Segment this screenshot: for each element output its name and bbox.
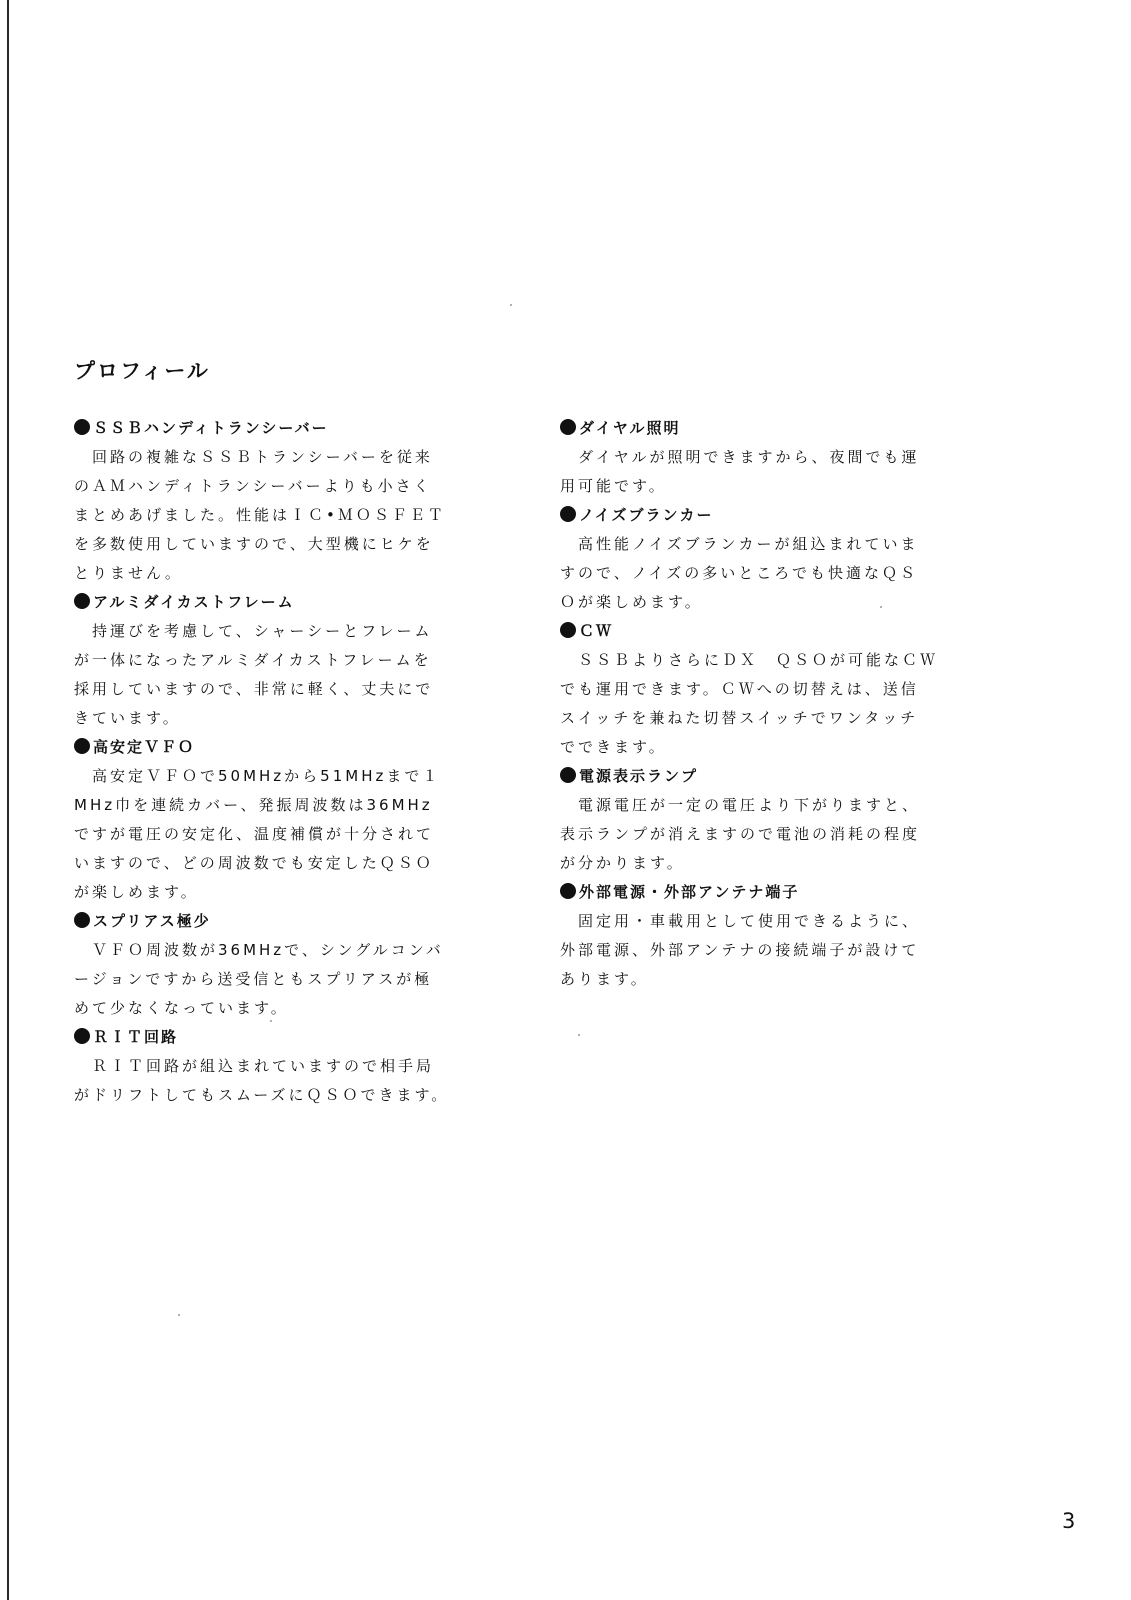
feature-text-line: ＳＳＢよりさらにＤＸ ＱＳＯが可能なＣＷ	[560, 651, 939, 669]
feature-heading-text: ＳＳＢハンディトランシーバー	[93, 419, 329, 437]
feature-text-line: ＶＦＯ周波数が36MHzで、シングルコンバ	[74, 941, 444, 959]
feature-text-line: きています。	[74, 709, 181, 727]
feature-text-line: でできます。	[560, 738, 667, 756]
feature-text-line: でも運用できます。ＣＷへの切替えは、送信	[560, 680, 919, 698]
feature-heading	[74, 733, 504, 762]
feature-text-line: いますので、どの周波数でも安定したＱＳＯ	[74, 854, 434, 872]
feature-text-line: 採用していますので、非常に軽く、丈夫にで	[74, 680, 434, 698]
feature-heading-text: スプリアス極少	[93, 912, 211, 930]
feature-section	[560, 878, 990, 994]
feature-text-line: すので、ノイズの多いところでも快適なＱＳ	[560, 564, 919, 582]
feature-heading	[74, 414, 504, 443]
feature-heading	[560, 501, 990, 530]
feature-text-line: まとめあげました。性能はＩＣ•ＭＯＳＦＥＴ	[74, 506, 446, 524]
left-column	[74, 414, 504, 1110]
bullet-icon	[74, 738, 90, 754]
bullet-icon	[560, 883, 576, 899]
bullet-icon	[560, 419, 576, 435]
bullet-icon	[74, 1028, 90, 1044]
feature-section	[74, 733, 504, 907]
feature-text-line: がドリフトしてもスムーズにＱＳＯできます。	[74, 1086, 450, 1104]
feature-section	[74, 588, 504, 733]
feature-text-line: Ｏが楽しめます。	[560, 593, 703, 611]
feature-section	[74, 414, 504, 588]
feature-text-line: 固定用・車載用として使用できるように、	[560, 912, 921, 930]
feature-section	[560, 617, 990, 762]
feature-text-line: 外部電源、外部アンテナの接続端子が設けて	[560, 941, 920, 959]
feature-heading	[560, 414, 990, 443]
feature-heading	[560, 878, 990, 907]
feature-text-line: のＡＭハンディトランシーバーよりも小さく	[74, 477, 432, 495]
feature-text-line: が楽しめます。	[74, 883, 199, 901]
bullet-icon	[74, 419, 90, 435]
feature-heading-text: 高安定ＶＦＯ	[93, 738, 196, 756]
feature-heading	[560, 617, 990, 646]
feature-text-line: 回路の複雑なＳＳＢトランシーバーを従来	[74, 448, 433, 466]
feature-heading	[74, 907, 504, 936]
feature-text-line: 高性能ノイズブランカーが組込まれていま	[560, 535, 919, 553]
feature-text-line: 電源電圧が一定の電圧より下がりますと、	[560, 796, 921, 814]
feature-heading-text: 外部電源・外部アンテナ端子	[579, 883, 800, 901]
bullet-icon	[74, 912, 90, 928]
feature-text-line: 持運びを考慮して、シャーシーとフレーム	[74, 622, 433, 640]
feature-text-line: とりません。	[74, 564, 183, 582]
feature-text-line: ＲＩＴ回路が組込まれていますので相手局	[74, 1057, 435, 1075]
feature-heading-text: ダイヤル照明	[579, 419, 681, 437]
feature-heading-text: ＣＷ	[579, 622, 614, 640]
feature-text-line: MHz巾を連続カバー、発振周波数は36MHz	[74, 796, 433, 814]
feature-text-line: 用可能です。	[560, 477, 667, 495]
scan-speck	[578, 1034, 580, 1036]
feature-text-line: あります。	[560, 970, 649, 988]
bullet-icon	[74, 593, 90, 609]
feature-heading	[560, 762, 990, 791]
feature-section	[560, 414, 990, 501]
feature-text-line: ダイヤルが照明できますから、夜間でも運	[560, 448, 920, 466]
page-title: プロフィール	[74, 359, 210, 383]
feature-text-line: スイッチを兼ねた切替スイッチでワンタッチ	[560, 709, 919, 727]
feature-text-line: ですが電圧の安定化、温度補償が十分されて	[74, 825, 435, 843]
feature-section	[560, 762, 990, 878]
feature-heading	[74, 588, 504, 617]
feature-section	[560, 501, 990, 617]
feature-text-line: 表示ランプが消えますので電池の消耗の程度	[560, 825, 921, 843]
scan-speck	[510, 304, 512, 306]
right-column	[560, 414, 990, 994]
feature-section	[74, 1023, 504, 1110]
feature-text-line: ージョンですから送受信ともスプリアスが極	[74, 970, 433, 988]
feature-heading-text: ＲＩＴ回路	[93, 1028, 179, 1046]
binding-edge-line	[7, 0, 9, 1600]
feature-text-line: を多数使用していますので、大型機にヒケを	[74, 535, 434, 553]
scan-speck	[178, 1314, 180, 1316]
feature-heading-text: アルミダイカストフレーム	[93, 593, 295, 611]
bullet-icon	[560, 622, 576, 638]
bullet-icon	[560, 767, 576, 783]
feature-text-line: が分かります。	[560, 854, 685, 872]
feature-text-line: 高安定ＶＦＯで50MHzから51MHzまで１	[74, 767, 441, 785]
feature-text-line: が一体になったアルミダイカストフレームを	[74, 651, 432, 669]
feature-section	[74, 907, 504, 1023]
page-number: 3	[1062, 1509, 1076, 1533]
feature-heading-text: ノイズブランカー	[579, 506, 714, 524]
feature-text-line: めて少なくなっています。	[74, 999, 289, 1017]
feature-heading-text: 電源表示ランプ	[579, 767, 699, 785]
feature-heading	[74, 1023, 504, 1052]
bullet-icon	[560, 506, 576, 522]
